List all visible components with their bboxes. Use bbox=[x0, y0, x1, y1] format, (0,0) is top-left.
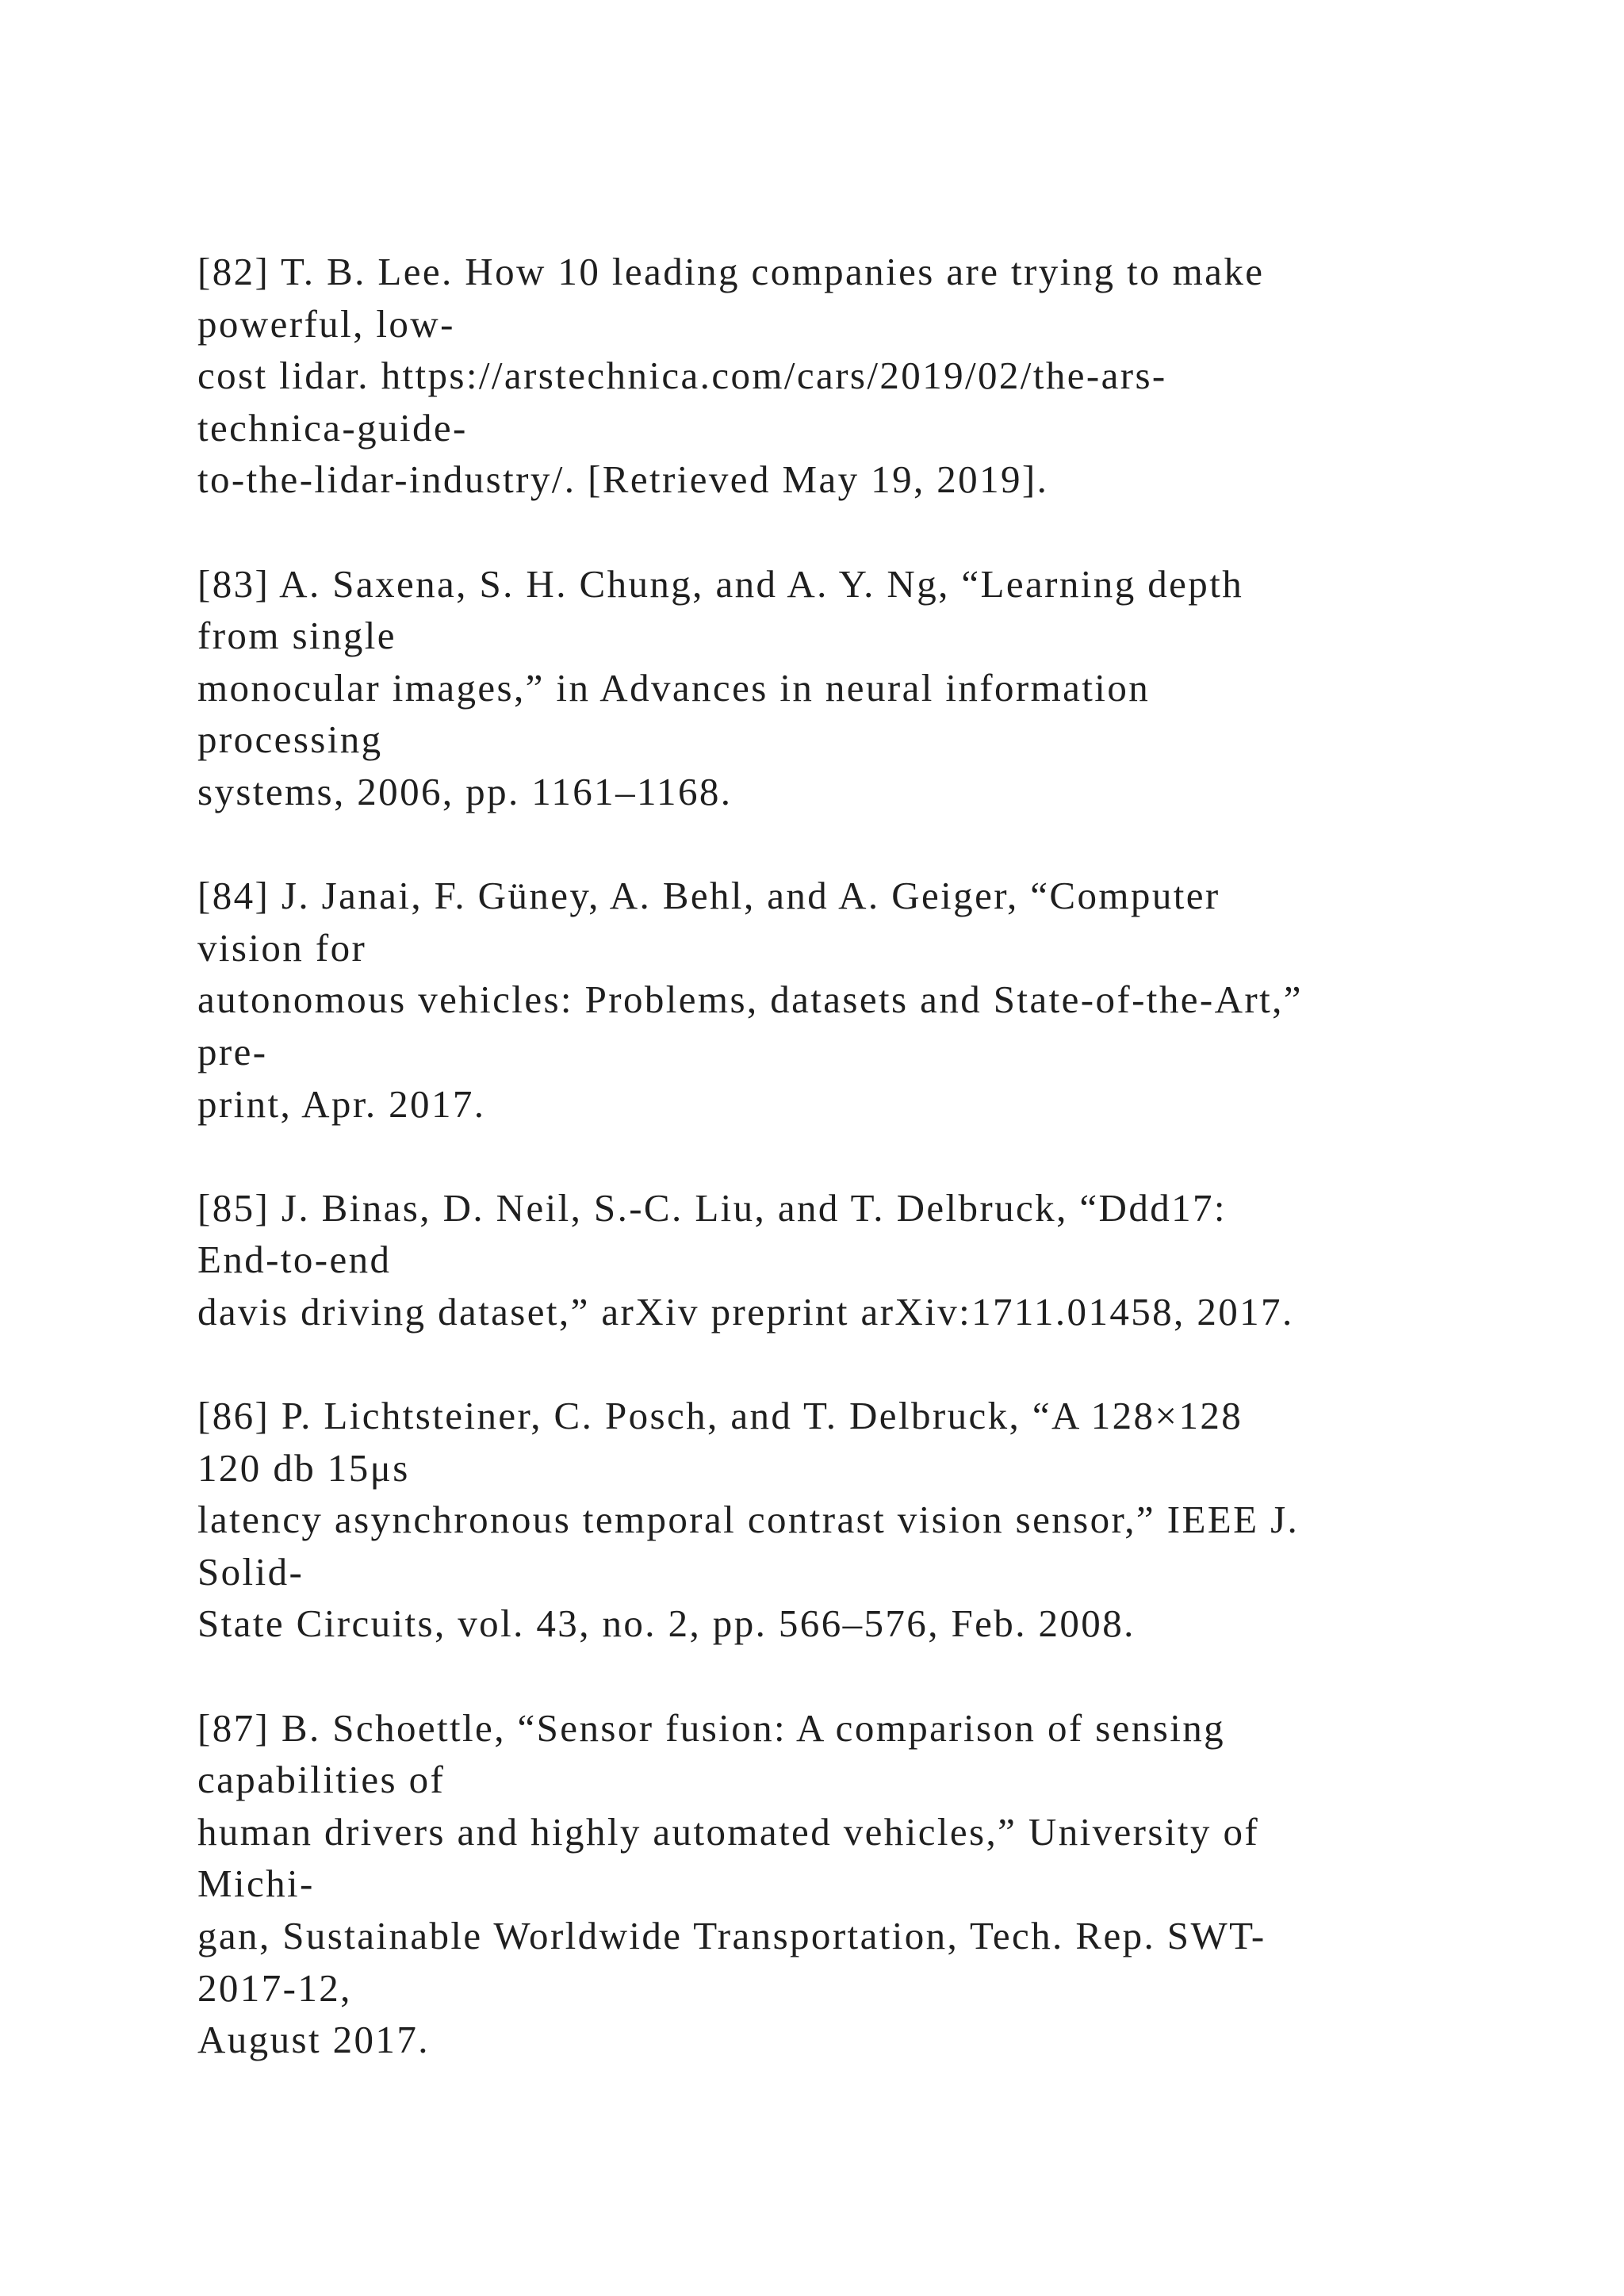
reference-line: 2017-12, bbox=[197, 1965, 352, 2010]
reference-line: powerful, low- bbox=[197, 301, 455, 346]
reference-entry bbox=[197, 870, 1450, 1130]
reference-entry bbox=[197, 1702, 1450, 2066]
reference-line: processing bbox=[197, 718, 383, 762]
reference-line: monocular images,” in Advances in neural information bbox=[197, 665, 1151, 710]
reference-line: autonomous vehicles: Problems, datasets and State-of-the-Art,” bbox=[197, 978, 1303, 1022]
reference-line: [86] P. Lichtsteiner, C. Posch, and T. Delbruck, “A 128×128 bbox=[197, 1394, 1243, 1438]
reference-line: gan, Sustainable Worldwide Transportation, Tech. Rep. SWT- bbox=[197, 1914, 1266, 1957]
reference-line: 120 db 15μs bbox=[197, 1445, 410, 1490]
reference-line: August 2017. bbox=[197, 2018, 430, 2062]
reference-line: End-to-end bbox=[197, 1238, 392, 1282]
reference-list bbox=[197, 246, 1450, 2118]
reference-line: Michi- bbox=[197, 1862, 315, 1906]
reference-line: technica-guide- bbox=[197, 405, 468, 450]
reference-line: systems, 2006, pp. 1161–1168. bbox=[197, 769, 733, 813]
reference-line: human drivers and highly automated vehicles,” University of bbox=[197, 1809, 1260, 1854]
reference-line: [84] J. Janai, F. Güney, A. Behl, and A. Geiger, “Computer bbox=[197, 874, 1220, 918]
reference-line: latency asynchronous temporal contrast vision sensor,” IEEE J. bbox=[197, 1498, 1300, 1542]
reference-entry bbox=[197, 558, 1450, 818]
reference-line: Solid- bbox=[197, 1549, 304, 1594]
reference-line: [87] B. Schoettle, “Sensor fusion: A comparison of sensing bbox=[197, 1705, 1226, 1750]
reference-line: davis driving dataset,” arXiv preprint arXiv:1711.01458, 2017. bbox=[197, 1289, 1294, 1334]
reference-line: [83] A. Saxena, S. H. Chung, and A. Y. Ng, “Learning depth bbox=[197, 561, 1244, 606]
reference-line: State Circuits, vol. 43, no. 2, pp. 566–576, Feb. 2008. bbox=[197, 1601, 1136, 1646]
reference-line: print, Apr. 2017. bbox=[197, 1081, 486, 1126]
reference-line: capabilities of bbox=[197, 1758, 446, 1802]
reference-line: cost lidar. https://arstechnica.com/cars/2019/02/the-ars- bbox=[197, 354, 1167, 398]
reference-line: from single bbox=[197, 614, 396, 658]
reference-line: pre- bbox=[197, 1029, 268, 1073]
reference-line: [82] T. B. Lee. How 10 leading companies are trying to make bbox=[197, 250, 1265, 293]
reference-entry bbox=[197, 1390, 1450, 1650]
reference-entry bbox=[197, 1182, 1450, 1338]
reference-line: [85] J. Binas, D. Neil, S.-C. Liu, and T. Delbruck, “Ddd17: bbox=[197, 1185, 1227, 1230]
reference-entry bbox=[197, 246, 1450, 506]
reference-line: vision for bbox=[197, 925, 367, 970]
reference-line: to-the-lidar-industry/. [Retrieved May 19, 2019]. bbox=[197, 457, 1049, 502]
